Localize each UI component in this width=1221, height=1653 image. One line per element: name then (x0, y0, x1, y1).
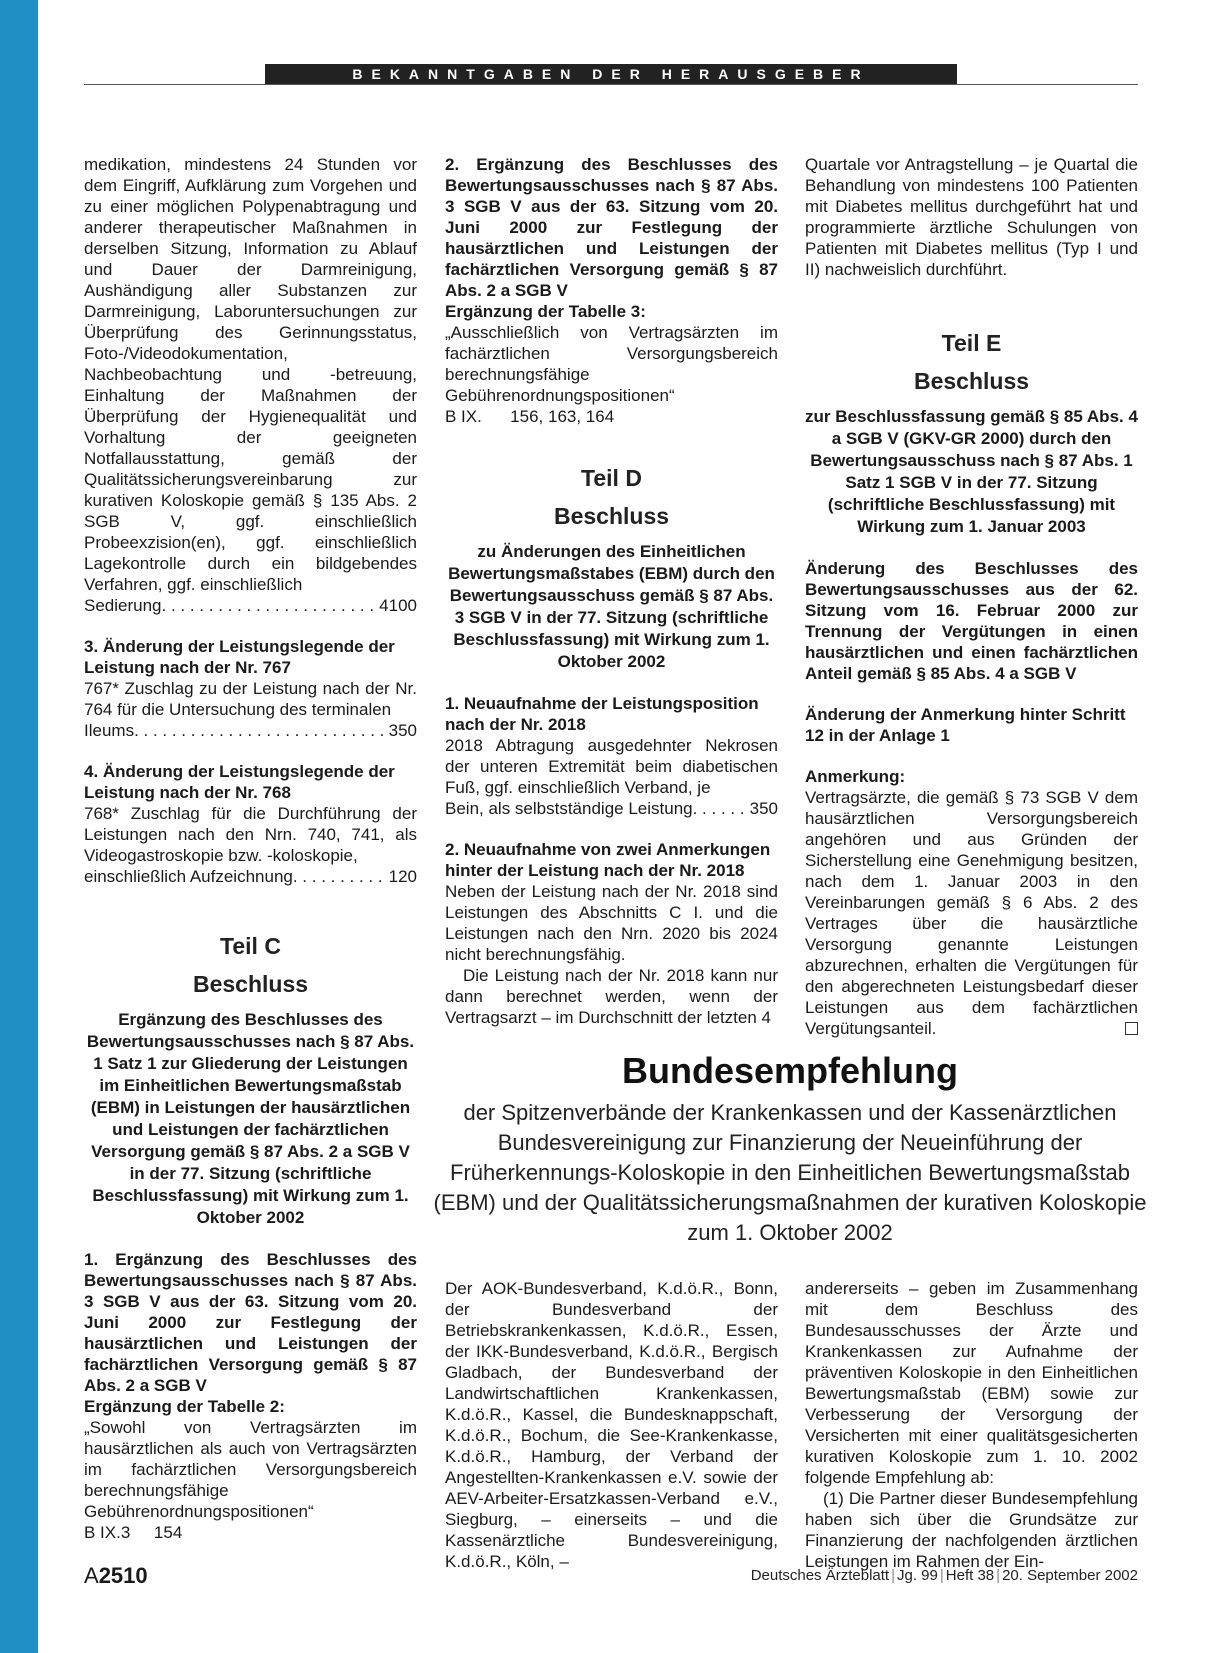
left-color-stripe (0, 0, 38, 1653)
journal-name: Deutsches Ärzteblatt (750, 1567, 890, 1584)
resolution-title: Beschluss (192, 971, 309, 997)
fee-points: 120 (388, 867, 417, 886)
part-subtitle: zur Beschlussfassung gemäß § 85 Abs. 4 a SGB V (GKV-GR 2000) durch den Bewertungsausschuss nach § 87 Abs. 1 Satz 1 SGB V in der 77. Sitzung (schriftliche Beschlussfassung) mit Wirkung zum 1. Januar 2003 (805, 407, 1138, 536)
section-header: BEKANNTGABEN DER HERAUSGEBER (265, 64, 957, 84)
fee-line: Sedierung . . . 4100 (84, 595, 417, 616)
fee-points: 350 (749, 799, 778, 818)
fee-line: einschließlich Aufzeichnung . . . 120 (84, 866, 417, 887)
paragraph: medikation, mindestens 24 Stunden vor dem Eingriff, Aufklärung zum Vorgehen und zu einer möglichen Polypenabtragung und anderer therapeutischer Maßnahmen in derselben Sitzung, Information zu Ablauf und Dauer der Darmreinigung, Aushändigung aller Substanzen zur Darmreinigung, Laboruntersuchungen zur Überprüfung des Gerinnungsstatus, Foto-/Videodokumentation, Nachbeobachtung und -betreuung, Einhaltung der Maßnahmen der Überprüfung der Hygienequalität und Vorhaltung der geeigneten Notfallausstattung, gemäß der Qualitätssicherungsvereinbarung zur kurativen Koloskopie gemäß § 135 Abs. 2 SGB V, ggf. einschließlich Probeexzision(en), ggf. einschließlich Lagekontrolle durch ein bildgebendes Verfahren, ggf. einschließlich (84, 155, 417, 594)
end-of-article-icon (1125, 1022, 1138, 1035)
paragraph: Neben der Leistung nach der Nr. 2018 sind Leistungen des Abschnitts C I. und die Leistungen nach den Nrn. 2020 bis 2024 nicht berechnungsfähig. (445, 882, 778, 964)
section-heading: 3. Änderung der Leistungslegende der Leistung nach der Nr. 767 (84, 637, 395, 677)
journal-volume: Jg. 99 (897, 1567, 938, 1584)
fee-points: 4100 (379, 596, 417, 615)
header-rule (84, 84, 1138, 85)
part-subtitle: Ergänzung des Beschlusses des Bewertungsausschusses nach § 87 Abs. 1 Satz 1 zur Gliederung der Leistungen im Einheitlichen Bewertungsmaßstab (EBM) in Leistungen der hausärztlichen und Leistungen der fachärztlichen Versorgung gemäß § 87 Abs. 2 a SGB V in der 77. Sitzung (schriftliche Beschlussfassung) mit Wirkung zum 1. Oktober 2002 (86, 1010, 415, 1227)
paragraph: Der AOK-Bundesverband, K.d.ö.R., Bonn, der Bundesverband der Betriebskrankenkassen, K.d.ö.R., Essen, der IKK-Bundesverband, K.d.ö.R., Bergisch Gladbach, der Bundesverband der Landwirtschaftlichen Krankenkassen, K.d.ö.R., Kassel, die Bundesknappschaft, K.d.ö.R., Bochum, die See-Krankenkasse, K.d.ö.R., Hamburg, der Verband der Angestellten-Krankenkassen e.V. sowie der AEV-Arbeiter-Ersatzkassen-Verband e.V., Siegburg, – einerseits – und die Kassenärztliche Bundesvereinigung, K.d.ö.R., Köln, – (445, 1279, 778, 1571)
reference: B IX. 156, 163, 164 (445, 407, 615, 426)
article-subtitle: der Spitzenverbände der Krankenkassen und der Kassenärztlichen Bundesvereinigung zur Finanzierung der Neueinführung der Früherkennungs-Koloskopie in den Einheitlichen Bewertungsmaßstab (EBM) und der Qualitätssicherungsmaßnahmen der kurativen Koloskopie zum 1. Oktober 2002 (433, 1100, 1147, 1245)
column-3 (805, 154, 1138, 1039)
section-heading: 2. Ergänzung des Beschlusses des Bewertungsausschusses nach § 87 Abs. 3 SGB V aus der 63. Sitzung vom 20. Juni 2000 zur Festlegung der hausärztlichen und Leistungen der fachärztlichen Versorgung gemäß § 87 Abs. 2 a SGB V (445, 155, 778, 300)
article-column-left (445, 1278, 778, 1572)
part-title: Teil E (941, 330, 1002, 356)
page-number: A2510 (84, 1563, 148, 1588)
section-heading: 1. Neuaufnahme der Leistungsposition nach der Nr. 2018 (445, 694, 759, 734)
article-title: Bundesempfehlung (621, 1050, 958, 1091)
section-subheading: Ergänzung der Tabelle 2: (84, 1397, 285, 1416)
section-subheading: Anmerkung: (805, 767, 906, 786)
journal-issue: Heft 38 (945, 1567, 995, 1584)
paragraph: Die Leistung nach der Nr. 2018 kann nur dann berechnet werden, wenn der Vertragsarzt – im Durchschnitt der letzten 4 (445, 966, 778, 1027)
paragraph: Quartale vor Antragstellung – je Quartal die Behandlung von mindestens 100 Patienten mit Diabetes mellitus durchgeführt hat und programmierte ärztliche Schulungen von Patienten mit Diabetes mellitus (Typ I und II) nachweislich durchführt. (805, 155, 1138, 279)
fee-points: 350 (388, 721, 417, 740)
paragraph: Vertragsärzte, die gemäß § 73 SGB V dem hausärztlichen Versorgungsbereich angehören und aus Gründen der Sicherstellung eine Genehmigung besitzen, nach dem 1. Januar 2003 in den Vereinbarungen gemäß § 6 Abs. 2 des Vertrages über die hausärztliche Versorgung genannte Leistungen abzurechnen, erhalten die Vergütungen für den abgerechneten Leistungsbedarf dieser Leistungen aus dem fachärztlichen Vergütungsanteil. (805, 788, 1138, 1038)
paragraph: 767* Zuschlag zu der Leistung nach der Nr. 764 für die Untersuchung des terminalen (84, 679, 417, 719)
part-title: Teil C (220, 933, 281, 959)
part-title: Teil D (581, 465, 642, 491)
resolution-title: Beschluss (913, 368, 1030, 394)
paragraph: (1) Die Partner dieser Bundesempfehlung haben sich über die Grundsätze zur Finanzierung der nachfolgenden ärztlichen Leistungen im Rahmen der Ein- (805, 1489, 1138, 1571)
section-heading: Änderung der Anmerkung hinter Schritt 12 in der Anlage 1 (805, 705, 1126, 745)
section-heading: 1. Ergänzung des Beschlusses des Bewertungsausschusses nach § 87 Abs. 3 SGB V aus der 63. Sitzung vom 20. Juni 2000 zur Festlegung der hausärztlichen und Leistungen der fachärztlichen Versorgung gemäß § 87 Abs. 2 a SGB V (84, 1250, 417, 1395)
reference: B IX.3 154 (84, 1523, 183, 1542)
journal-date: 20. September 2002 (1002, 1567, 1138, 1584)
paragraph: „Sowohl von Vertragsärzten im hausärztlichen als auch von Vertragsärzten im fachärztlichen Versorgungsbereich berechnungsfähige Gebührenordnungspositionen“ (84, 1418, 417, 1521)
paragraph: 2018 Abtragung ausgedehnter Nekrosen der unteren Extremität beim diabetischen Fuß, ggf. einschließlich Verband, je (445, 736, 778, 797)
paragraph: 768* Zuschlag für die Durchführung der Leistungen nach den Nrn. 740, 741, als Videogastroskopie bzw. -koloskopie, (84, 804, 417, 865)
fee-line: Bein, als selbstständige Leistung . . . 350 (445, 798, 778, 819)
fee-line: Ileums . . . 350 (84, 720, 417, 741)
section-subheading: Ergänzung der Tabelle 3: (445, 302, 646, 321)
section-heading: 4. Änderung der Leistungslegende der Leistung nach der Nr. 768 (84, 762, 395, 802)
section-heading: Änderung des Beschlusses des Bewertungsausschusses aus der 62. Sitzung vom 16. Februar 2000 zur Trennung der Vergütungen in einen hausärztlichen und einen fachärztlichen Anteil gemäß § 85 Abs. 4 a SGB V (805, 559, 1138, 683)
part-subtitle: zu Änderungen des Einheitlichen Bewertungsmaßstabes (EBM) durch den Bewertungsausschuss gemäß § 87 Abs. 3 SGB V in der 77. Sitzung (schriftliche Beschlussfassung) mit Wirkung zum 1. Oktober 2002 (448, 542, 775, 671)
resolution-title: Beschluss (553, 503, 670, 529)
journal-citation: Deutsches Ärzteblatt | Jg. 99 | Heft 38 | 20. September 2002 (750, 1567, 1138, 1584)
column-1 (84, 154, 417, 1543)
paragraph: „Ausschließlich von Vertragsärzten im fachärztlichen Versorgungsbereich berechnungsfähige Gebührenordnungspositionen“ (445, 323, 778, 405)
paragraph: andererseits – geben im Zusammenhang mit dem Beschluss des Bundesausschusses der Ärzte und Krankenkassen zur Aufnahme der präventiven Koloskopie in den Einheitlichen Bewertungsmaßstab (EBM) sowie zur Verbesserung der Versorgung der Versicherten mit einer qualitätsgesicherten kurativen Koloskopie zum 1. 10. 2002 folgende Empfehlung ab: (805, 1279, 1138, 1487)
section-heading: 2. Neuaufnahme von zwei Anmerkungen hinter der Leistung nach der Nr. 2018 (445, 840, 771, 880)
column-2 (445, 154, 778, 1028)
article-column-right (805, 1278, 1138, 1572)
